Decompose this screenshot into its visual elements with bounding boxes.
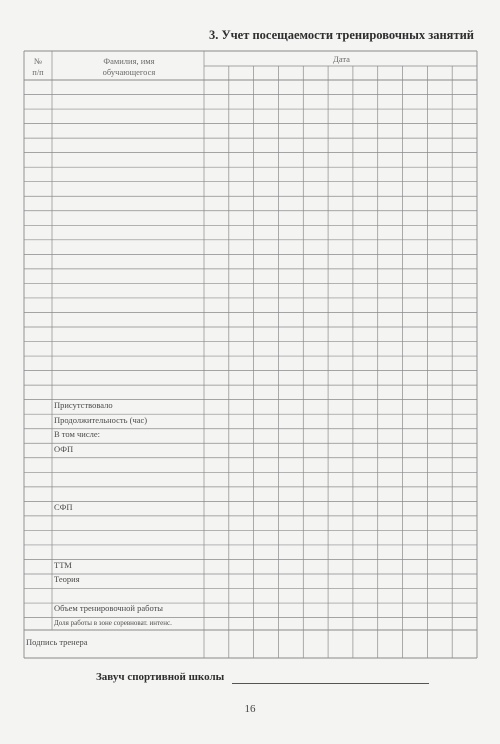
- page-number: 16: [244, 703, 256, 715]
- row-label-ofp: ОФП: [54, 444, 74, 454]
- name-header-line2: обучающегося: [102, 67, 156, 77]
- name-header: [54, 56, 204, 78]
- row-label-present: Присутствовало: [54, 400, 113, 410]
- number-header: [24, 56, 52, 78]
- number-header-line2: п/п: [32, 67, 44, 77]
- row-label-including: В том числе:: [54, 429, 100, 439]
- signature-label: Подпись тренера: [26, 637, 88, 647]
- row-label-ttm: ТТМ: [54, 560, 72, 570]
- page-title: 3. Учет посещаемости тренировочных занятий: [208, 28, 474, 42]
- number-header-line1: №: [33, 56, 43, 66]
- date-header: Дата: [333, 54, 350, 64]
- row-label-sfp: СФП: [54, 502, 73, 512]
- signature-line: [232, 683, 429, 684]
- footer-label: Завуч спортивной школы: [96, 671, 225, 683]
- row-label-theory: Теория: [54, 574, 80, 584]
- row-label-volume: Объем тренировочной работы: [54, 603, 164, 613]
- row-label-competition-share: Доля работы в зоне соревноват. интенс.: [54, 619, 172, 627]
- row-label-duration: Продолжительность (час): [54, 415, 148, 425]
- name-header-line1: Фамилия, имя: [103, 56, 155, 66]
